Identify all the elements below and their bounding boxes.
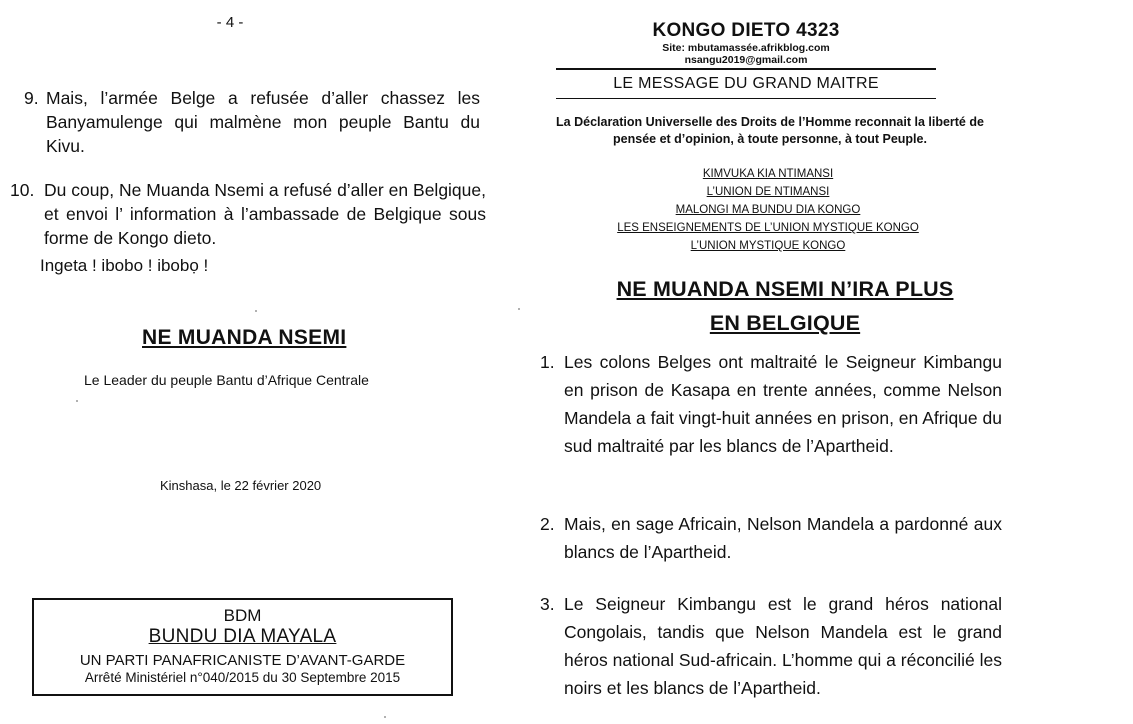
motto-item: MALONGI MA BUNDU DIA KONGO: [675, 204, 861, 216]
masthead: [556, 20, 936, 66]
divider: [556, 98, 936, 99]
list-item-text: Mais, l’armée Belge a refusée d’aller chassez les Banyamulenge qui malmène mon peuple Bantu du Kivu.: [46, 88, 480, 156]
masthead-title: KONGO DIETO 4323: [652, 20, 840, 41]
motto-item: L’UNION MYSTIQUE KONGO: [690, 240, 846, 252]
list-item: [18, 86, 480, 158]
scan-speck: [255, 310, 257, 312]
motto-item: KIMVUKA KIA NTIMANSI: [702, 168, 834, 180]
list-item-text: Mais, en sage Africain, Nelson Mandela a pardonné aux blancs de l’Apartheid.: [564, 514, 1002, 562]
page-number: - 4 -: [216, 14, 244, 31]
party-decree: Arrêté Ministériel n°040/2015 du 30 Septembre 2015: [84, 670, 401, 685]
party-abbreviation: BDM: [223, 606, 262, 625]
masthead-site: Site: mbutamassée.afrikblog.com: [662, 42, 830, 54]
list-item: [540, 348, 1002, 460]
list-item-number: 10.: [10, 180, 35, 200]
headline-line-2: EN BELGIQUE: [709, 311, 861, 335]
masthead-email: nsangu2019@gmail.com: [684, 54, 808, 66]
leader-title: Le Leader du peuple Bantu d’Afrique Centrale: [84, 372, 369, 388]
motto-list: [590, 165, 946, 255]
list-item-text: Du coup, Ne Muanda Nsemi a refusé d’aller en Belgique, et envoi l’ information à l’ambassade de Belgique sous forme de Kongo dieto.: [44, 180, 486, 248]
list-item-text: Le Seigneur Kimbangu est le grand héros national Congolais, tandis que Nelson Mandela est le grand héros national Sud-africain. L’homme qui a réconcilié les noirs et les blancs de l’Apartheid.: [564, 594, 1002, 698]
party-box: [32, 598, 453, 696]
declaration: La Déclaration Universelle des Droits de l’Homme reconnait la liberté de pensée et d’opinion, à toute personne, à tout Peuple.: [556, 115, 984, 146]
list-item: [540, 590, 1002, 702]
section-title: LE MESSAGE DU GRAND MAITRE: [613, 75, 879, 92]
headline: [560, 272, 1010, 340]
scan-speck: [76, 400, 78, 402]
exclamation: Ingeta ! ibobo ! ibobọ !: [40, 256, 209, 275]
list-item-number: 1.: [540, 352, 555, 372]
motto-item: L’UNION DE NTIMANSI: [706, 186, 830, 198]
list-item-number: 9.: [24, 88, 39, 108]
list-item-number: 3.: [540, 594, 555, 614]
scan-speck: [518, 308, 520, 310]
headline-line-1: NE MUANDA NSEMI N’IRA PLUS: [616, 277, 954, 301]
dateline: Kinshasa, le 22 février 2020: [160, 478, 322, 493]
divider: [556, 68, 936, 70]
list-item-number: 2.: [540, 514, 555, 534]
motto-item: LES ENSEIGNEMENTS DE L’UNION MYSTIQUE KONGO: [617, 222, 919, 234]
list-item: [10, 178, 486, 250]
list-item-text: Les colons Belges ont maltraité le Seigneur Kimbangu en prison de Kasapa en trente années, comme Nelson Mandela a fait vingt-huit années en prison, en Afrique du sud maltraité par les blancs de l’Apartheid.: [564, 352, 1002, 456]
scan-speck: [384, 716, 386, 718]
party-name: BUNDU DIA MAYALA: [148, 626, 337, 647]
party-description: UN PARTI PANAFRICANISTE D’AVANT-GARDE: [79, 652, 406, 669]
leader-name: NE MUANDA NSEMI: [142, 326, 347, 349]
list-item: [540, 510, 1002, 566]
